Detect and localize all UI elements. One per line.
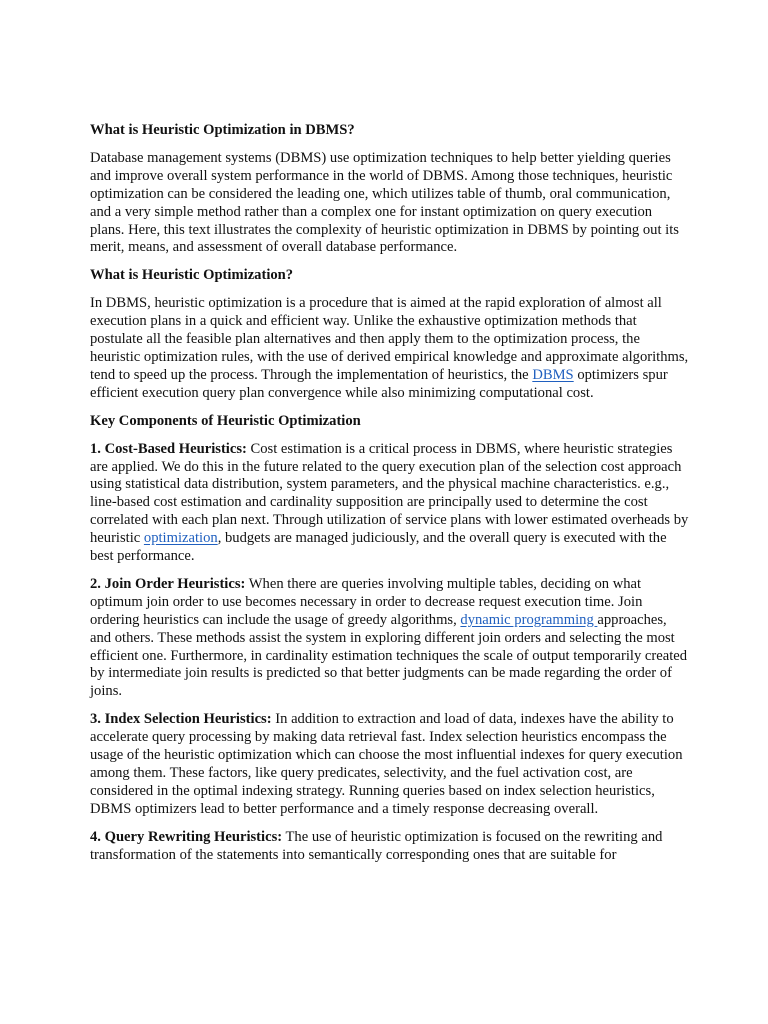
item3-title: 3. Index Selection Heuristics:: [90, 711, 272, 728]
optimization-link[interactable]: optimization: [143, 530, 218, 547]
item1-text-1: Cost estimation is a critical process in DBMS, where heuristic strategies are applied. We do this in the future related to the query execution plan of the selection cost approach using statistical data distribution, system parameters, and the physical machine characteristics. e.g., line-based cost estimation and cardinality supposition are principally used to determine the cost correlated with each plan next. Through utilization of service plans with lower estimated overheads by heuristic: [90, 440, 689, 547]
item-cost-based-heuristics: [90, 441, 690, 566]
heading-key-components: Key Components of Heuristic Optimization: [90, 412, 361, 429]
document-body: [90, 122, 690, 875]
heading-what-is-heuristic-optimization: What is Heuristic Optimization?: [90, 267, 294, 284]
item-query-rewriting-heuristics: [90, 829, 690, 865]
item3-text: In addition to extraction and load of data, indexes have the ability to accelerate query processing by making data retrieval fast. Index selection heuristics encompass the usage of the heuristic optimization which can choose the most influential indexes for query execution among them. These factors, like query predicates, selectivity, and the fuel activation cost, are considered in the optimal indexing strategy. Running queries based on index selection heuristics, DBMS optimizers lead to better performance and a timely response decreasing overall.: [90, 711, 683, 817]
item2-text-1: When there are queries involving multiple tables, deciding on what optimum join order to use becomes necessary in order to decrease request execution time. Join ordering heuristics can include the usage of greedy algorithms,: [90, 575, 643, 628]
item4-title: 4. Query Rewriting Heuristics:: [90, 828, 283, 845]
dynamic-programming-link[interactable]: dynamic programming: [460, 611, 598, 628]
heading-what-is-heuristic-optimization-in-dbms: What is Heuristic Optimization in DBMS?: [90, 122, 355, 138]
item-index-selection-heuristics: [90, 711, 690, 818]
item1-title: 1. Cost-Based Heuristics:: [90, 440, 247, 457]
item4-text: The use of heuristic optimization is focused on the rewriting and transformation of the statements into semantically corresponding ones that are suitable for: [90, 828, 663, 863]
item2-title: 2. Join Order Heuristics:: [90, 575, 246, 592]
dbms-link[interactable]: DBMS: [532, 366, 574, 383]
intro-paragraph: Database management systems (DBMS) use optimization techniques to help better yielding queries and improve overall system performance in the world of DBMS. Among those techniques, heuristic optimization can be considered the leading one, which utilizes table of thumb, oral communication, and a very simple method rather than a complex one for instant optimization on query execution plans. Here, this text illustrates the complexity of heuristic optimization in DBMS by pointing out its merit, means, and assessment of overall database performance.: [90, 149, 679, 256]
item1-text-2: , budgets are managed judiciously, and the overall query is executed with the best performance.: [90, 530, 667, 565]
definition-paragraph: [90, 295, 690, 402]
definition-text-2: optimizers spur efficient execution query plan convergence while also minimizing computational cost.: [90, 366, 668, 401]
item2-text-2: approaches, and others. These methods assist the system in exploring different join orders and selecting the most efficient one. Furthermore, in cardinality estimation techniques the scale of output temporarily created by intermediate join results is predicted so that better judgments can be made regarding the order of joins.: [90, 611, 688, 700]
definition-text-1: In DBMS, heuristic optimization is a procedure that is aimed at the rapid exploration of almost all execution plans in a quick and efficient way. Unlike the exhaustive optimization methods that postulate all the feasible plan alternatives and then apply them to the optimization process, the heuristic optimization rules, with the use of derived empirical knowledge and approximate algorithms, tend to speed up the process. Through the implementation of heuristics, the: [90, 295, 689, 383]
item-join-order-heuristics: [90, 576, 690, 701]
